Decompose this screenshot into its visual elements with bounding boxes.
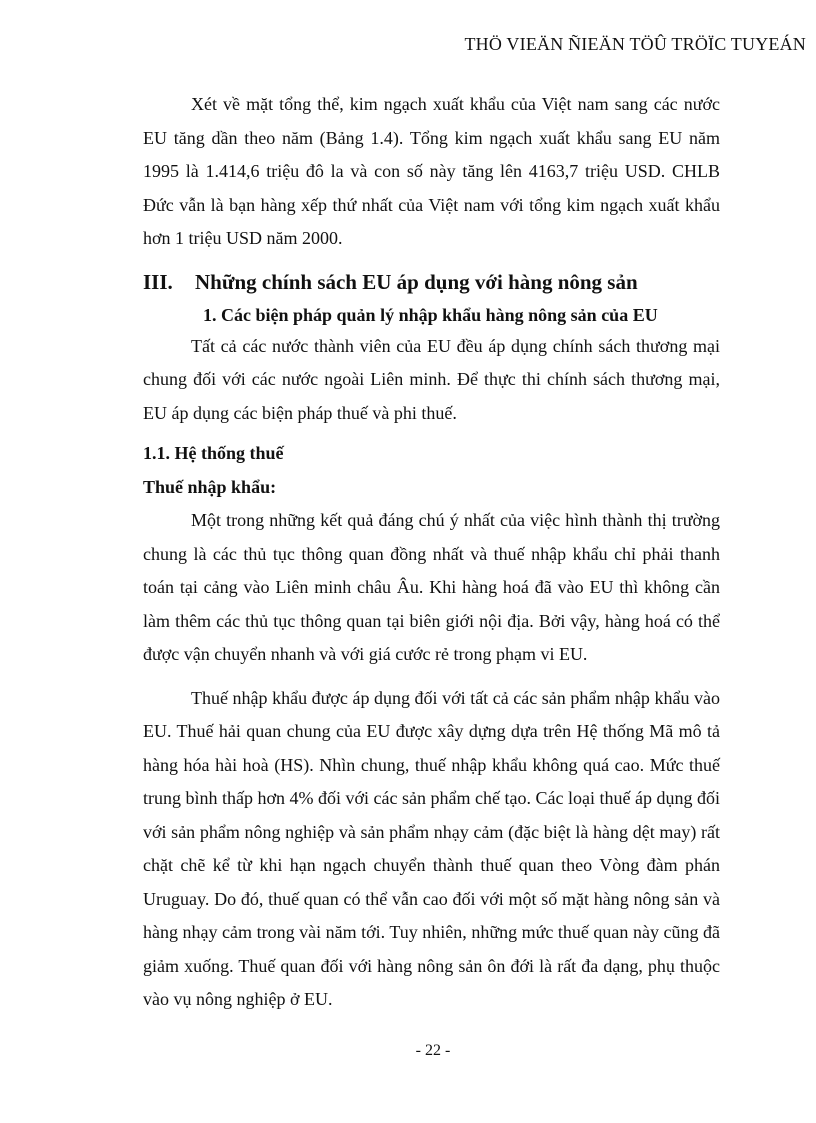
- paragraph-import-tariffs: Thuế nhập khẩu được áp dụng đối với tất cả các sản phẩm nhập khẩu vào EU. Thuế hải quan chung của EU được xây dựng dựa trên Hệ thống Mã mô tả hàng hóa hài hoà (HS). Nhìn chung, thuế nhập khẩu không quá cao. Mức thuế trung bình thấp hơn 4% đối với các sản phẩm chế tạo. Các loại thuế áp dụng đối với sản phẩm nông nghiệp và sản phẩm nhạy cảm (đặc biệt là hàng dệt may) rất chặt chẽ kể từ khi hạn ngạch chuyển thành thuế quan theo Vòng đàm phán Uruguay. Do đó, thuế quan có thể vẫn cao đối với một số mặt hàng nông sản và hàng nhạy cảm trong vài năm tới. Tuy nhiên, những mức thuế quan này cũng đã giảm xuống. Thuế quan đối với hàng nông sản ôn đới là rất đa dạng, phụ thuộc vào vụ nông nghiệp ở EU.: [143, 687, 720, 1009]
- page-header: THÖ VIEÄN ÑIEÄN TÖÛ TRÖÏC TUYEÁN: [464, 34, 806, 54]
- paragraph-common-market: Một trong những kết quả đáng chú ý nhất của việc hình thành thị trường chung là các thủ tục thông quan đồng nhất và thuế nhập khẩu chỉ phải thanh toán tại cảng vào Liên minh châu Âu. Khi hàng hoá đã vào EU thì không cần làm thêm các thủ tục thông quan tại biên giới nội địa. Bởi vậy, hàng hoá có thể được vận chuyển nhanh và với giá cước rẻ trong phạm vi EU.: [143, 510, 720, 664]
- section-title: Những chính sách EU áp dụng với hàng nông sản: [195, 269, 638, 294]
- paragraph-export-turnover: Xét về mặt tổng thể, kim ngạch xuất khẩu của Việt nam sang các nước EU tăng dần theo năm (Bảng 1.4). Tổng kim ngạch xuất khẩu sang EU năm 1995 là 1.414,6 triệu đô la và con số này tăng lên 4163,7 triệu USD. CHLB Đức vẫn là bạn hàng xếp thứ nhất của Việt nam với tổng kim ngạch xuất khẩu hơn 1 triệu USD năm 2000.: [143, 94, 720, 248]
- page-number: - 22 -: [415, 1042, 451, 1059]
- document-body: [143, 88, 720, 1017]
- heading-import-tax: Thuế nhập khẩu:: [143, 477, 277, 497]
- paragraph-common-policy: Tất cả các nước thành viên của EU đều áp dụng chính sách thương mại chung đối với các nước ngoài Liên minh. Để thực thi chính sách thương mại, EU áp dụng các biện pháp thuế và phi thuế.: [143, 335, 720, 423]
- heading-tax-system: 1.1. Hệ thống thuế: [143, 443, 284, 463]
- section-number: III.: [143, 269, 173, 294]
- subsection-heading-1: 1. Các biện pháp quản lý nhập khẩu hàng nông sản của EU: [203, 304, 658, 325]
- section-heading-iii: [143, 264, 720, 300]
